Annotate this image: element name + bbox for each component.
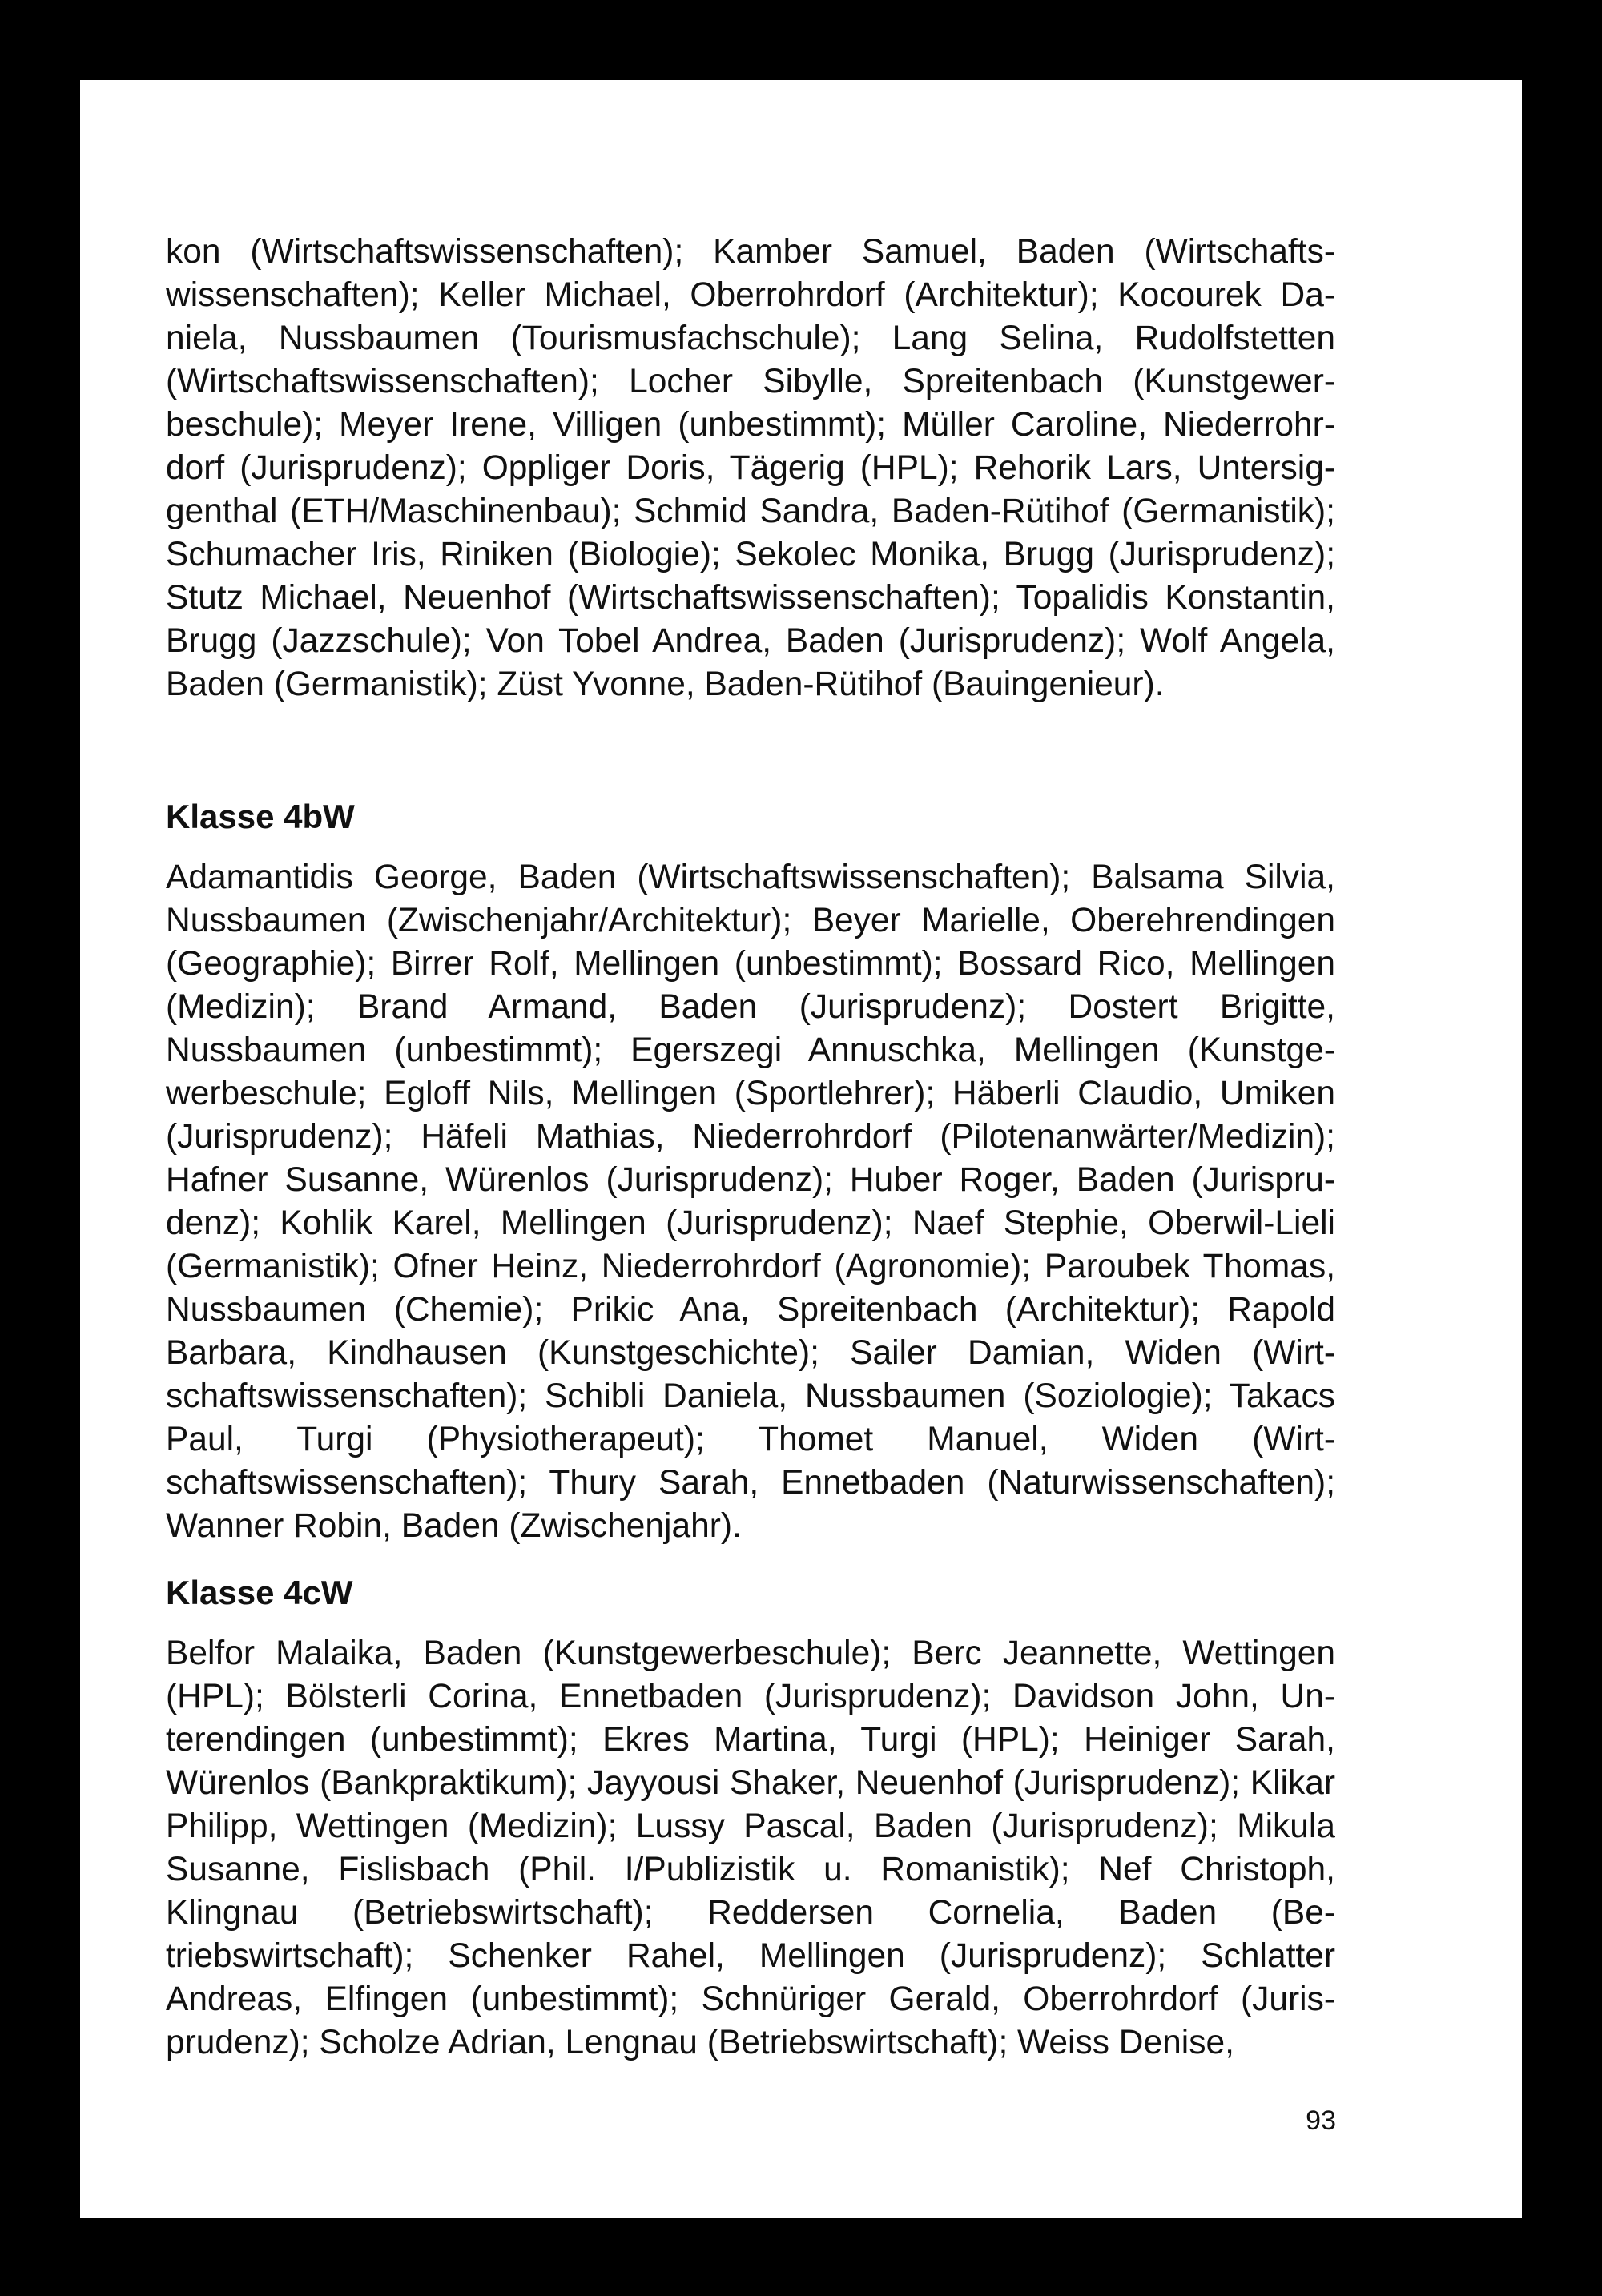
- section-heading-4bw: Klasse 4bW: [166, 798, 355, 835]
- section-heading-4cw: Klasse 4cW: [166, 1574, 353, 1611]
- section-body-4bw: Adamantidis George, Baden (Wirtschaftswissenschaften); Balsama Silvia, Nussbaumen (Zwischenjahr/Architektur); Beyer Marielle, Oberehrendingen (Geographie); Birrer Rolf, Mellingen (unbestimmt); Bossard Rico, Mellingen (Medizin); Brand Armand, Baden (Jurisprudenz); Dostert Brigitte, Nussbaumen (unbestimmt); Egerszegi Annuschka, Mellingen (Kunstgewerbeschule; Egloff Nils, Mellingen (Sportlehrer); Häberli Claudio, Umiken (Jurisprudenz); Häfeli Mathias, Niederrohrdorf (Pilotenanwärter/Medizin); Hafner Susanne, Würenlos (Jurisprudenz); Huber Roger, Baden (Jurisprudenz); Kohlik Karel, Mellingen (Jurisprudenz); Naef Stephie, Oberwil-Lieli (Germanistik); Ofner Heinz, Niederrohrdorf (Agronomie); Paroubek Thomas, Nussbaumen (Chemie); Prikic Ana, Spreitenbach (Architektur); Rapold Barbara, Kindhausen (Kunstgeschichte); Sailer Damian, Widen (Wirtschaftswissenschaften); Schibli Daniela, Nussbaumen (Soziologie); Takacs Paul, Turgi (Physiotherapeut); Thomet Manuel, Widen (Wirtschaftswissenschaften); Thury Sarah, Ennetbaden (Naturwissenschaften); Wanner Robin, Baden (Zwischenjahr).: [166, 858, 1335, 1545]
- continuation-paragraph: kon (Wirtschaftswissenschaften); Kamber Samuel, Baden (Wirtschaftswissenschaften); Keller Michael, Oberrohrdorf (Architektur); Kocourek Daniela, Nussbaumen (Tourismusfachschule); Lang Selina, Rudolfstetten (Wirtschaftswissenschaften); Locher Sibylle, Spreitenbach (Kunstgewerbeschule); Meyer Irene, Villigen (unbestimmt); Müller Caroline, Niederrohrdorf (Jurisprudenz); Oppliger Doris, Tägerig (HPL); Rehorik Lars, Untersiggenthal (ETH/Maschinenbau); Schmid Sandra, Baden-Rütihof (Germanistik); Schumacher Iris, Riniken (Biologie); Sekolec Monika, Brugg (Jurisprudenz); Stutz Michael, Neuenhof (Wirtschaftswissenschaften); Topalidis Konstantin, Brugg (Jazzschule); Von Tobel Andrea, Baden (Jurisprudenz); Wolf Angela, Baden (Germanistik); Züst Yvonne, Baden-Rütihof (Bauingenieur).: [166, 233, 1335, 703]
- page-number: 93: [1306, 2105, 1336, 2136]
- document-page: [80, 80, 1522, 2218]
- section-body-4cw: Belfor Malaika, Baden (Kunstgewerbeschule); Berc Jeannette, Wettingen (HPL); Bölsterli Corina, Ennetbaden (Jurisprudenz); Davidson John, Unterendingen (unbestimmt); Ekres Martina, Turgi (HPL); Heiniger Sarah, Würenlos (Bankpraktikum); Jayyousi Shaker, Neuenhof (Jurisprudenz); Klikar Philipp, Wettingen (Medizin); Lussy Pascal, Baden (Jurisprudenz); Mikula Susanne, Fislisbach (Phil. I/Publizistik u. Romanistik); Nef Christoph, Klingnau (Betriebswirtschaft); Reddersen Cornelia, Baden (Betriebswirtschaft); Schenker Rahel, Mellingen (Jurisprudenz); Schlatter Andreas, Elfingen (unbestimmt); Schnüriger Gerald, Oberrohrdorf (Jurisprudenz); Scholze Adrian, Lengnau (Betriebswirtschaft); Weiss Denise,: [166, 1635, 1335, 2061]
